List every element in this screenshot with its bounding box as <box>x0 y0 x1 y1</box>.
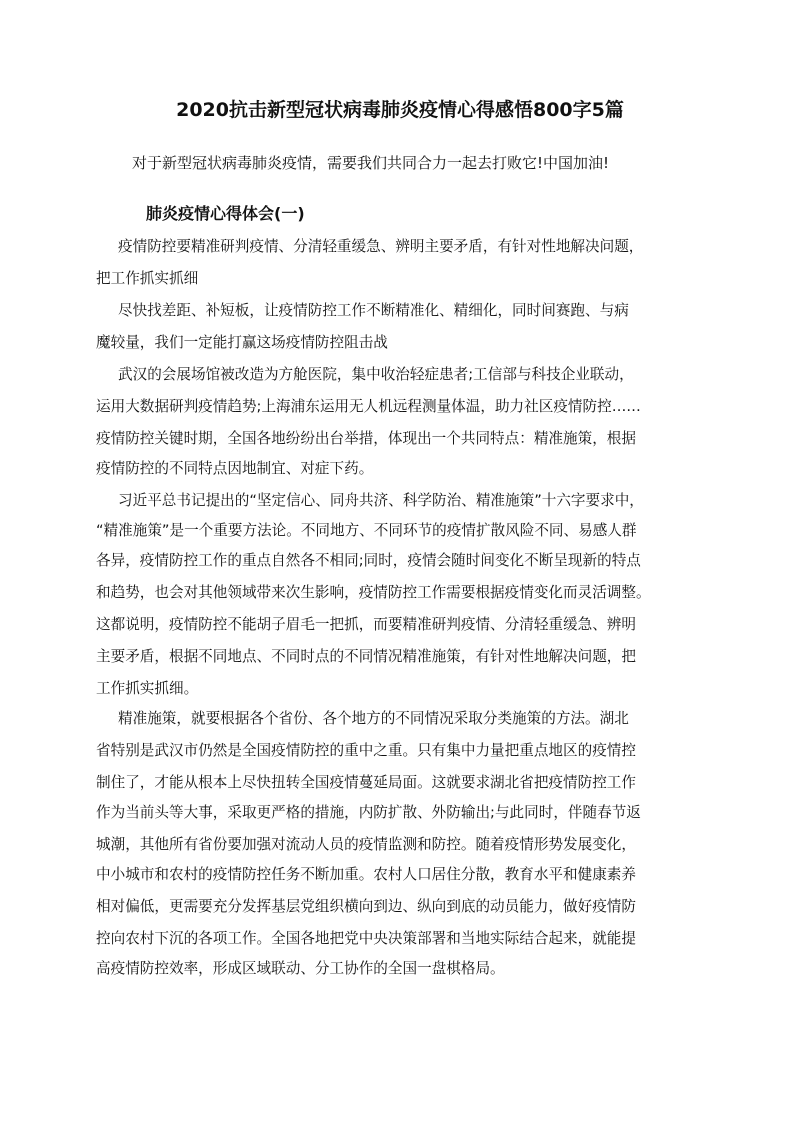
body-line: 中小城市和农村的疫情防控任务不断加重。农村人口居住分散，教育水平和健康素养 <box>96 866 636 883</box>
body-line: 各异，疫情防控工作的重点自然各不相同;同时，疫情会随时间变化不断呈现新的特点 <box>96 552 641 569</box>
body-line: 控向农村下沉的各项工作。全国各地把党中央决策部署和当地实际结合起来，就能提 <box>96 930 636 947</box>
body-line: 武汉的会展场馆被改造为方舱医院，集中收治轻症患者;工信部与科技企业联动， <box>118 366 634 383</box>
body-line: 习近平总书记提出的“坚定信心、同舟共济、科学防治、精准施策”十六字要求中， <box>118 492 644 509</box>
body-line: 疫情防控的不同特点因地制宜、对症下药。 <box>96 460 374 477</box>
body-line: 疫情防控要精准研判疫情、分清轻重缓急、辨明主要矛盾，有针对性地解决问题， <box>118 238 644 255</box>
body-line: 作为当前头等大事，采取更严格的措施，内防扩散、外防输出;与此同时，伴随春节返 <box>96 804 641 821</box>
body-line: 和趋势，也会对其他领域带来次生影响，疫情防控工作需要根据疫情变化而灵活调整。 <box>96 584 651 601</box>
body-line: “精准施策”是一个重要方法论。不同地方、不同环节的疫情扩散风险不同、易感人群 <box>96 522 637 539</box>
body-line: 运用大数据研判疫情趋势;上海浦东运用无人机远程测量体温，助力社区疫情防控…… <box>96 398 641 415</box>
intro-paragraph: 对于新型冠状病毒肺炎疫情，需要我们共同合力一起去打败它!中国加油! <box>132 154 610 172</box>
body-line: 工作抓实抓细。 <box>96 680 199 697</box>
body-line: 精准施策，就要根据各个省份、各个地方的不同情况采取分类施策的方法。湖北 <box>118 710 629 727</box>
body-line: 魔较量，我们一定能打赢这场疫情防控阻击战 <box>96 334 388 351</box>
document-title: 2020抗击新型冠状病毒肺炎疫情心得感悟800字5篇 <box>176 99 624 121</box>
body-line: 把工作抓实抓细 <box>96 270 199 287</box>
body-line: 这都说明，疫情防控不能胡子眉毛一把抓，而要精准研判疫情、分清轻重缓急、辨明 <box>96 616 636 633</box>
body-line: 主要矛盾，根据不同地点、不同时点的不同情况精准施策，有针对性地解决问题，把 <box>96 648 636 665</box>
body-line: 相对偏低，更需要充分发挥基层党组织横向到边、纵向到底的动员能力，做好疫情防 <box>96 898 636 915</box>
body-line: 尽快找差距、补短板，让疫情防控工作不断精准化、精细化，同时间赛跑、与病 <box>118 302 629 319</box>
section-heading: 肺炎疫情心得体会(一) <box>146 204 305 223</box>
body-line: 省特别是武汉市仍然是全国疫情防控的重中之重。只有集中力量把重点地区的疫情控 <box>96 742 636 759</box>
body-line: 疫情防控关键时期，全国各地纷纷出台举措，体现出一个共同特点：精准施策，根据 <box>96 430 636 447</box>
body-line: 高疫情防控效率，形成区域联动、分工协作的全国一盘棋格局。 <box>96 960 505 977</box>
body-line: 城潮，其他所有省份要加强对流动人员的疫情监测和防控。随着疫情形势发展变化， <box>96 836 636 853</box>
body-line: 制住了，才能从根本上尽快扭转全国疫情蔓延局面。这就要求湖北省把疫情防控工作 <box>96 774 636 791</box>
